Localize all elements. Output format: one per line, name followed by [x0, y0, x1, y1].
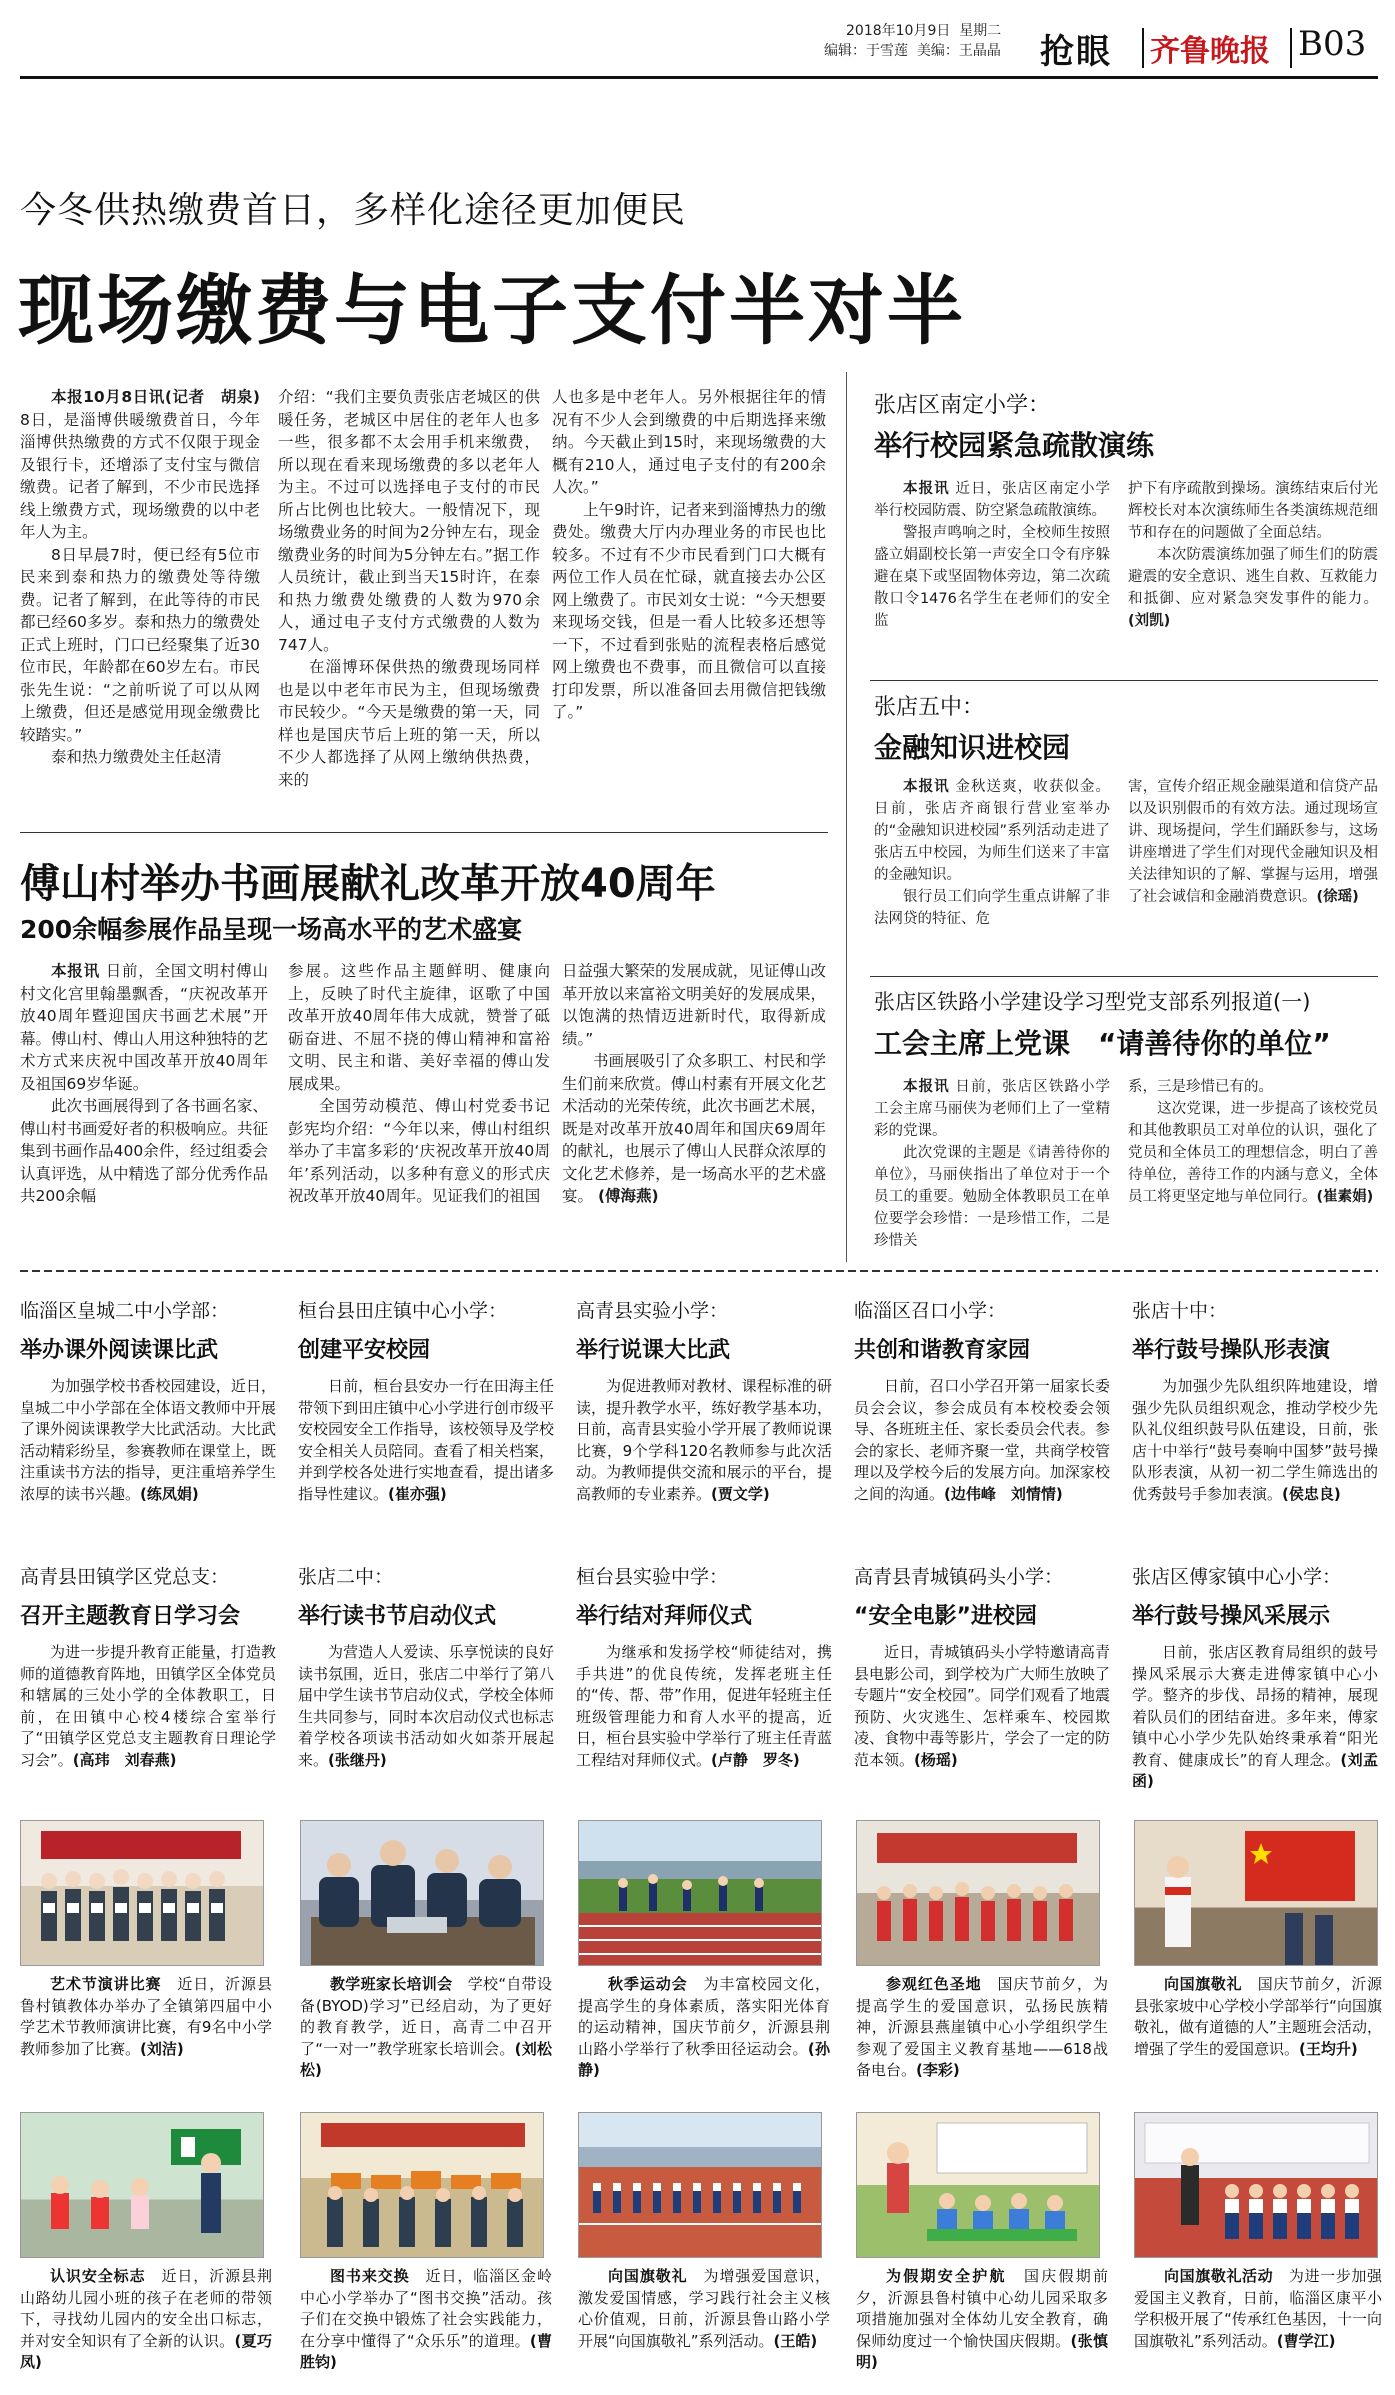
brief-item	[298, 1562, 554, 1812]
brief-item	[576, 1296, 832, 1556]
brief-title: 召开主题教育日学习会	[20, 1604, 241, 1629]
second-column-1: 本报讯 日前，全国文明村傅山村文化宫里翰墨飘香，“庆祝改革开放40周年暨迎国庆书画艺术展”开幕。傅山村、傅山人用这种独特的艺术方式来庆祝中国改革开放40周年及祖国69岁华诞。 此次书画展得到了各书画名家、傅山村书画爱好者的积极响应。共征集到书画作品400余件，经过组委会认真评选，从中精选了部分优秀作品共200余幅	[20, 962, 268, 1205]
briefs-row-2	[20, 1562, 1378, 1812]
brief-item	[20, 1296, 276, 1556]
brief-title: 举行结对拜师仪式	[576, 1604, 753, 1629]
right-1-title: 举行校园紧急疏散演练	[874, 429, 1155, 462]
page-number: B03	[1298, 24, 1367, 64]
brief-kicker: 临淄区召口小学：	[854, 1300, 1007, 1322]
brief-title: 举行读书节启动仪式	[298, 1604, 497, 1629]
masthead-editors: 编辑：于雪莲 美编：王晶晶	[824, 43, 1001, 59]
photo-speech-contest	[20, 1820, 264, 1966]
right-2-kicker: 张店五中：	[874, 695, 985, 720]
masthead-divider	[1142, 28, 1144, 68]
brief-kicker: 桓台县田庄镇中心小学：	[298, 1300, 508, 1322]
photo-red-memorial	[856, 1820, 1100, 1966]
right-3-kicker: 张店区铁路小学建设学习型党支部系列报道(一)	[874, 990, 1311, 1014]
right-2-title: 金融知识进校园	[874, 731, 1071, 764]
second-headline: 傅山村举办书画展献礼改革开放40周年	[20, 861, 716, 907]
photo-safety-signs	[20, 2112, 264, 2258]
right-2-column-b: 害，宣传介绍正规金融渠道和信贷产品以及识别假币的有效方法。通过现场宣讲、现场提问，学生们踊跃参与，这场讲座增进了学生们对现代金融知识及相关法律知识的了解、掌握与运用，增强了社会诚信和金融消费意识。(徐瑶)	[1128, 779, 1378, 905]
brief-kicker: 张店十中：	[1132, 1300, 1228, 1322]
brief-text: 为加强学校书香校园建设，近日，皇城二中小学部在全体语文教师中开展了课外阅读课教学大比武活动。大比武活动精彩纷呈，参赛教师在课堂上，既注重读书方法的指导，更注重培养学生浓厚的读书兴趣。(练凤娟)	[20, 1377, 276, 1503]
brief-text: 近日，青城镇码头小学特邀请高青县电影公司，到学校为广大师生放映了专题片“安全校园”。同学们观看了地震预防、火灾逃生、怎样乘车、校园欺凌、食物中毒等影片，学会了一定的防范本领。(杨瑶)	[854, 1643, 1110, 1769]
section-separator	[20, 1270, 1378, 1272]
brief-text: 日前，召口小学召开第一届家长委员会会议，参会成员有本校校委会领导、各班班主任、家长委员会代表。参会的家长、老师齐聚一堂，共商学校管理以及学校今后的发展方向。加深家校之间的沟通。(边伟峰 刘情情)	[854, 1377, 1110, 1503]
newspaper-brand: 齐鲁晚报	[1150, 34, 1270, 69]
photo-sports-meeting	[578, 1820, 822, 1966]
photo-caption: 为假期安全护航 国庆假期前夕，沂源县鲁村镇中心幼儿园采取多项措施加强对全体幼儿安全教育，确保师幼度过一个愉快国庆假期。(张慎明)	[856, 2267, 1108, 2371]
brief-text: 为促进教师对教材、课程标准的研读，提升教学水平，练好教学基本功，日前，高青县实验小学开展了教师说课比赛，9个学科120名教师参与此次活动。为教师提供交流和展示的平台，提高教师的专业素养。(贾文学)	[576, 1377, 832, 1503]
photo-caption: 图书来交换 近日，临淄区金岭中心小学举办了“图书交换”活动。孩子们在交换中锻炼了社会实践能力，在分享中懂得了“众乐乐”的道理。(曹胜钧)	[300, 2267, 553, 2371]
photo-row-2	[20, 2112, 1382, 2388]
brief-text: 为进一步提升教育正能量，打造教师的道德教育阵地，田镇学区全体党员和辖属的三处小学的全体教职工，日前，在田镇中心校4楼综合室举行了“田镇学区党总支主题教育日理论学习会”。(高玮 刘春燕)	[20, 1643, 276, 1769]
brief-kicker: 张店二中：	[298, 1566, 394, 1588]
lead-column-2: 介绍：“我们主要负责张店老城区的供暖任务，老城区中居住的老年人也多一些，很多都不太会用手机来缴费，所以现在看来现场缴费的多以老年人为主。不过可以选择电子支付的市民所占比例也比较大。一般情况下，现场缴费业务的时间为2分钟左右，现金缴费业务的时间为5分钟左右。”据工作人员统计，截止到当天15时许，在泰和热力缴费处缴费的人数为970余人，通过电子支付方式缴费的人数为747人。 在淄博环保供热的缴费现场同样也是以中老年市民为主，但现场缴费市民较少。“今天是缴费的第一天，同样也是国庆节后上班的第一天，所以不少人都选择了从网上缴纳供热费，来的	[278, 388, 540, 789]
right-1-kicker: 张店区南定小学：	[874, 393, 1051, 418]
photo-holiday-safety	[856, 2112, 1100, 2258]
brief-kicker: 桓台县实验中学：	[576, 1566, 729, 1588]
right-divider	[870, 976, 1378, 977]
photo-flag-salute-activity	[1134, 2112, 1378, 2258]
brief-text: 日前，张店区教育局组织的鼓号操风采展示大赛走进傅家镇中心小学。整齐的步伐、昂扬的精神，展现着队员们的团结奋进。多年来，傅家镇中心小学少先队始终秉承着“阳光教育、健康成长”的育人理念。(刘孟函)	[1132, 1643, 1378, 1790]
lead-column-1: 本报10月8日讯(记者 胡泉) 8日，是淄博供暖缴费首日，今年淄博供热缴费的方式不仅限于现金及银行卡，还增添了支付宝与微信缴费。记者了解到，不少市民选择线上缴费方式，现场缴费的以中老年人为主。 8日早晨7时，便已经有5位市民来到泰和热力的缴费处等待缴费。记者了解到，在此等待的市民都已经60多岁。泰和热力的缴费处正式上班时，门口已经聚集了近30位市民，年龄都在60岁左右。市民张先生说：“之前听说了可以从网上缴费，但还是感觉用现金缴费比较踏实。” 泰和热力缴费处主任赵清	[20, 388, 260, 766]
brief-title: 举行鼓号操风采展示	[1132, 1604, 1331, 1629]
brief-title: 举办课外阅读课比武	[20, 1338, 219, 1363]
brief-title: 创建平安校园	[298, 1338, 431, 1363]
right-2-column-a: 本报讯 金秋送爽，收获似金。日前，张店齐商银行营业室举办的“金融知识进校园”系列活动走进了张店五中校园，为师生们送来了丰富的金融知识。 银行员工们向学生重点讲解了非法网贷的特征、危	[874, 779, 1110, 927]
brief-item	[1132, 1562, 1378, 1812]
brief-kicker: 高青县田镇学区党总支：	[20, 1566, 230, 1588]
second-column-2: 参展。这些作品主题鲜明、健康向上，反映了时代主旋律，讴歌了中国改革开放40周年伟大成就，赞誉了砥砺奋进、不屈不挠的傅山精神和富裕文明、民主和谐、美好幸福的傅山发展成果。 全国劳动模范、傅山村党委书记彭宪均介绍：“今年以来，傅山村组织举办了丰富多彩的‘庆祝改革开放40周年’系列活动，以多种有意义的形式庆祝改革开放40周年。见证我们的祖国	[288, 962, 550, 1205]
briefs-row-1	[20, 1296, 1378, 1556]
brief-kicker: 高青县实验小学：	[576, 1300, 729, 1322]
lead-divider	[20, 832, 828, 833]
photo-caption: 向国旗敬礼 为增强爱国意识，激发爱国情感，学习践行社会主义核心价值观，日前，沂源县鲁山路小学开展“向国旗敬礼”系列活动。(王皓)	[578, 2267, 830, 2350]
brief-kicker: 张店区傅家镇中心小学：	[1132, 1566, 1342, 1588]
right-3-title: 工会主席上党课 “请善待你的单位”	[874, 1027, 1331, 1060]
photo-caption: 艺术节演讲比赛 近日，沂源县鲁村镇教体办举办了全镇第四届中小学艺术节教师演讲比赛，有9名中小学教师参加了比赛。(刘洁)	[20, 1975, 272, 2058]
brief-title: “安全电影”进校园	[854, 1604, 1037, 1629]
photo-flag-ceremony	[578, 2112, 822, 2258]
photo-caption: 向国旗敬礼 国庆节前夕，沂源县张家坡中心学校小学部举行“向国旗敬礼，做有道德的人”主题班会活动，增强了学生的爱国意识。(王均升)	[1134, 1975, 1382, 2058]
photo-caption: 教学班家长培训会 学校“自带设备(BYOD)学习”已经启动，为了更好的教育教学，近日，高青二中召开了“一对一”教学班家长培训会。(刘松松)	[300, 1975, 553, 2079]
photo-caption: 向国旗敬礼活动 为进一步加强爱国主义教育，日前，临淄区康平小学积极开展了“传承红色基因，十一向国旗敬礼”系列活动。(曹学江)	[1134, 2267, 1382, 2350]
brief-text: 为营造人人爱读、乐享悦读的良好读书氛围，近日，张店二中举行了第八届中学生读书节启动仪式，学校全体师生共同参与，同时本次启动仪式也标志着学校各项读书活动如火如荼开展起来。(张继丹)	[298, 1643, 554, 1769]
brief-text: 日前，桓台县安办一行在田海主任带领下到田庄镇中心小学进行创市级平安校园安全工作指导，该校领导及学校安全相关人员陪同。查看了相关档案，并到学校各处进行实地查看，提出诸多指导性建议。(崔亦强)	[298, 1377, 554, 1503]
brief-item	[854, 1562, 1110, 1812]
masthead-divider	[1290, 28, 1292, 68]
photo-parent-training	[300, 1820, 544, 1966]
brief-kicker: 临淄区皇城二中小学部：	[20, 1300, 230, 1322]
column-divider	[846, 372, 847, 1262]
second-column-3: 日益强大繁荣的发展成就，见证傅山改革开放以来富裕文明美好的发展成果，以饱满的热情迈进新时代，取得新成绩。” 书画展吸引了众多职工、村民和学生们前来欣赏。傅山村素有开展文化艺术活动的光荣传统，此次书画艺术展，既是对改革开放40周年和国庆69周年的献礼，也展示了傅山人民群众浓厚的文化艺术修养，是一场高水平的艺术盛宴。 (傅海燕)	[562, 962, 826, 1205]
brief-title: 举行说课大比武	[576, 1338, 731, 1363]
brief-item	[576, 1562, 832, 1812]
right-1-column-b: 护下有序疏散到操场。演练结束后付光辉校长对本次演练师生各类演练规范细节和存在的问题做了全面总结。 本次防震演练加强了师生们的防震避震的安全意识、逃生自救、互救能力和抵御、应对紧急突发事件的能力。(刘凯)	[1128, 481, 1378, 629]
lead-column-3: 人也多是中老年人。另外根据往年的情况有不少人会到缴费的中后期选择来缴纳。今天截止到15时，来现场缴费的大概有210人，通过电子支付的有200余人次。” 上午9时许，记者来到淄博热力的缴费处。缴费大厅内办理业务的市民也比较多。不过有不少市民看到门口大概有两位工作人员在忙碌，就直接去办公区网上缴费了。市民刘女士说：“今天想要来现场交钱，但是一看人比较多还想等一下，不过看到张贴的流程表格后感觉网上缴费也不费事，而且微信可以直接打印发票，所以准备回去用微信把钱缴了。”	[552, 388, 826, 721]
brief-item	[20, 1562, 276, 1812]
lead-kicker: 今冬供热缴费首日，多样化途径更加便民	[20, 190, 687, 231]
right-3-column-b: 系，三是珍惜已有的。 这次党课，进一步提高了该校党员和其他教职员工对单位的认识，强化了党员和全体员工的理想信念，明白了善待单位，善待工作的内涵与意义，全体员工将更坚定地与单位同行。(崔素娟)	[1128, 1079, 1378, 1205]
brief-title: 共创和谐教育家园	[854, 1338, 1031, 1363]
masthead-date: 2018年10月9日 星期二	[846, 23, 1002, 39]
brief-text: 为继承和发扬学校“师徒结对，携手共进”的优良传统，发挥老班主任的“传、帮、带”作用，促进年轻班主任班级管理能力和育人水平的提高，近日，桓台县实验中学举行了班主任青蓝工程结对拜师仪式。(卢静 罗冬)	[576, 1643, 832, 1769]
photo-flag-salute	[1134, 1820, 1378, 1966]
right-divider	[870, 680, 1378, 681]
photo-caption: 秋季运动会 为丰富校园文化，提高学生的身体素质，落实阳光体育的运动精神，国庆节前夕，沂源县荆山路小学举行了秋季田径运动会。(孙静)	[578, 1975, 830, 2079]
masthead-rule	[20, 76, 1378, 79]
photo-caption: 参观红色圣地 国庆节前夕，为提高学生的爱国意识，弘扬民族精神，沂源县燕崖镇中心小学组织学生参观了爱国主义教育基地——618战备电台。(李彩)	[856, 1975, 1108, 2079]
brief-text: 为加强少先队组织阵地建设，增强少先队员组织观念，推动学校少先队礼仪组织鼓号队伍建设，日前，张店十中举行“鼓号奏响中国梦”鼓号操队形表演，从初一初二学生筛选出的优秀鼓号手参加表演。(侯忠良)	[1132, 1377, 1378, 1503]
second-subheadline: 200余幅参展作品呈现一场高水平的艺术盛宴	[20, 915, 523, 944]
photo-row-1	[20, 1820, 1382, 2100]
brief-kicker: 高青县青城镇码头小学：	[854, 1566, 1064, 1588]
brief-item	[1132, 1296, 1378, 1556]
brief-title: 举行鼓号操队形表演	[1132, 1338, 1331, 1363]
lead-headline: 现场缴费与电子支付半对半	[18, 266, 966, 355]
right-3-column-a: 本报讯 日前，张店区铁路小学工会主席马丽侠为老师们上了一堂精彩的党课。 此次党课的主题是《请善待你的单位》，马丽侠指出了单位对于一个员工的重要。勉励全体教职员工在单位要学会珍惜：一是珍惜工作，二是珍惜关	[874, 1079, 1110, 1249]
photo-caption: 认识安全标志 近日，沂源县荆山路幼儿园小班的孩子在老师的带领下，寻找幼儿园内的安全出口标志，并对安全知识有了全新的认识。(夏巧凤)	[20, 2267, 272, 2371]
brief-item	[854, 1296, 1110, 1556]
right-1-column-a: 本报讯 近日，张店区南定小学举行校园防震、防空紧急疏散演练。 警报声鸣响之时，全校师生按照盛立娟副校长第一声安全口令有序躲避在桌下或坚固物体旁边，第二次疏散口令1476名学生在老师们的安全监	[874, 481, 1110, 629]
brief-item	[298, 1296, 554, 1556]
section-name: 抢眼	[1040, 32, 1112, 72]
photo-book-exchange	[300, 2112, 544, 2258]
